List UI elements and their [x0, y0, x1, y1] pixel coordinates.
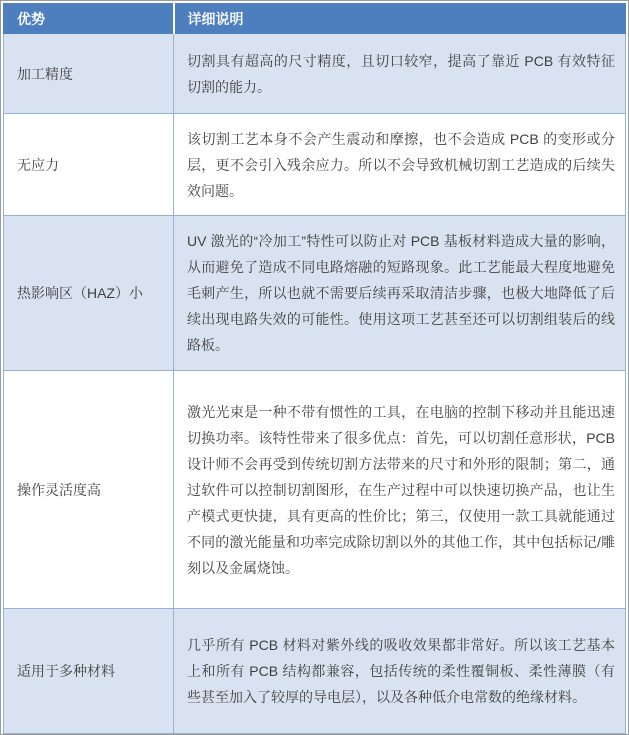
column-header-advantage: 优势: [4, 4, 174, 34]
table-row: [4, 114, 626, 216]
advantage-label: 加工精度: [4, 34, 174, 114]
table-row: [4, 371, 626, 609]
advantage-description: UV 激光的“冷加工”特性可以防止对 PCB 基板材料造成大量的影响，从而避免了造成不同电路熔融的短路现象。此工艺能最大程度地避免毛刺产生，所以也就不需要后续再采取清洁步骤，也极大地降低了后续出现电路失效的可能性。使用这项工艺甚至还可以切割组装后的线路板。: [174, 216, 626, 371]
advantage-label: 热影响区（HAZ）小: [4, 216, 174, 371]
advantage-description: 该切割工艺本身不会产生震动和摩擦，也不会造成 PCB 的变形或分层，更不会引入残余应力。所以不会导致机械切割工艺造成的后续失效问题。: [174, 114, 626, 216]
advantage-label: 无应力: [4, 114, 174, 216]
advantage-description: 切割具有超高的尺寸精度，且切口较窄，提高了靠近 PCB 有效特征切割的能力。: [174, 34, 626, 114]
advantage-description: 激光光束是一种不带有惯性的工具，在电脑的控制下移动并且能迅速切换功率。该特性带来了很多优点：首先，可以切割任意形状，PCB 设计师不会再受到传统切割方法带来的尺寸和外形的限制；第二，通过软件可以控制切割图形，在生产过程中可以快速切换产品，也让生产模式更快捷，具有更高的性价比；第三，仅使用一款工具就能通过不同的激光能量和功率完成除切割以外的其他工作，其中包括标记/雕刻以及金属烧蚀。: [174, 371, 626, 609]
advantage-label: 操作灵活度高: [4, 371, 174, 609]
table-row: [4, 34, 626, 114]
advantage-description: 几乎所有 PCB 材料对紫外线的吸收效果都非常好。所以该工艺基本上和所有 PCB 结构都兼容，包括传统的柔性覆铜板、柔性薄膜（有些甚至加入了较厚的导电层），以及各种低介电常数的绝缘材料。: [174, 609, 626, 734]
table-row: [4, 609, 626, 734]
advantages-table: [3, 3, 626, 734]
table-row: [4, 216, 626, 371]
header-row: [4, 4, 626, 34]
advantage-label: 适用于多种材料: [4, 609, 174, 734]
table-header: [4, 4, 626, 34]
column-header-description: 详细说明: [174, 4, 626, 34]
